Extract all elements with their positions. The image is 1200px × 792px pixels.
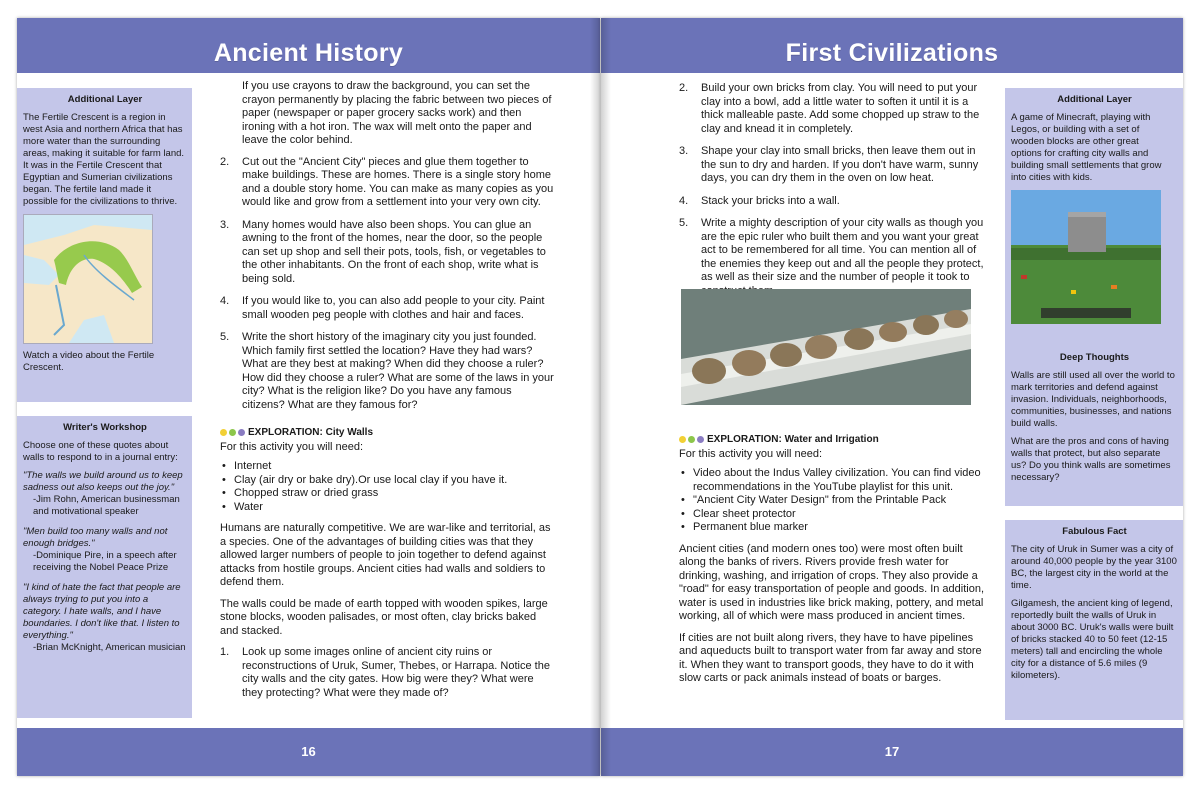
list-item: • Chopped straw or dried grass [220, 487, 554, 501]
sidebar-deep-thoughts [1005, 346, 1183, 506]
exploration-heading: EXPLORATION: City Walls [220, 426, 554, 440]
sidebar-heading: Additional Layer [67, 94, 143, 105]
sidebar-heading: Additional Layer [1057, 94, 1132, 105]
list-item: 5. Write a mighty description of your city walls as though you are the epic ruler who built them and you want your great act to be remembered for all time. You can mention all of the enemies they keep out and all the people they protect, as well as their size and the number of people it took to [679, 217, 984, 283]
fertile-crescent-map [23, 214, 153, 344]
list-item: 1. Look up some images online of ancient city ruins or reconstructions of Uruk, Sumer, Thebes, or Harrapa. Notice the city walls and the city gates. How big were they? What were they protecting? What were they made of? [220, 646, 550, 699]
exploration-dots-icon [220, 429, 227, 436]
book-spine-shadow [601, 18, 611, 776]
list-item: 3. Shape your clay into small bricks, then leave them out in the sun to dry and harden. If you don't have warm, sunny days, you can dry them in the oven on low heat. [679, 145, 979, 184]
sidebar-heading: Fabulous Fact [1062, 526, 1127, 537]
right-page-header [601, 18, 1183, 73]
exploration-dots-icon [679, 436, 686, 443]
left-page-title: Ancient History [213, 39, 404, 67]
need-text: For this activity you will need: [679, 447, 823, 460]
sidebar-text: The city of Uruk in Sumer was a city of around 40,000 people by the year 3100 BC, the largest city in the world at the time. [1011, 544, 1177, 591]
sidebar-text: The Fertile Crescent is a region in west Asia and northern Africa that has more water than the surrounding areas, making it suitable for farm land. It was in the Fertile Crescent that Egyptian and Sumerian civilizations began. The fertile land made it possible for the civilizations to thrive. [23, 112, 185, 207]
list-item: • Clay (air dry or bake dry).Or use local clay if you have it. [220, 474, 554, 488]
right-exploration-section [679, 429, 989, 694]
supplies-list [220, 460, 554, 514]
sidebar-heading: Writer's Workshop [63, 422, 147, 433]
list-item: • Internet [220, 460, 554, 474]
list-item: 4. If you would like to, you can also add people to your city. Paint small wooden peg people with clothes and hair and faces. [220, 295, 545, 321]
need-text: For this activity you will need: [220, 440, 364, 453]
left-main-content [220, 80, 554, 709]
quote: "I kind of hate the fact that people are always trying to put you into a category. I hate walls, and I have boundaries. I don't like that. I listen to everything." [23, 582, 181, 641]
list-item: 4. Stack your bricks into a wall. [679, 194, 840, 207]
list-item: • Permanent blue marker [679, 521, 989, 535]
left-page-footer [17, 728, 600, 776]
list-item: 2. Cut out the "Ancient City" pieces and glue them together to make buildings. These are homes. There is a single story home and a double story home. You can make as many copies as you would like and grow from a settlement into your very own city. [220, 155, 554, 208]
fertile-crescent-video-text: Watch a video about the Fertile Crescent. [23, 350, 155, 373]
right-page [601, 18, 1183, 776]
sidebar-fabulous-fact [1005, 520, 1183, 720]
clay-bricks-photo [681, 289, 971, 405]
right-main-content [679, 82, 989, 307]
quote-attribution: -Dominique Pire, in a speech after receiving the Nobel Peace Prize [33, 550, 177, 573]
supplies-list [679, 467, 989, 535]
paragraph: The walls could be made of earth topped with wooden spikes, large stone blocks, wooden palisades, or most often, clay bricks baked and stacked. [220, 597, 548, 637]
quote: "Men build too many walls and not enough bridges." [23, 526, 168, 549]
paragraph: Ancient cities (and modern ones too) were most often built along the banks of rivers. Rivers provide fresh water for drinking, washing, and irrigation of crops. They also provide a "road" for easy transportation of people and goods. In addition, water is used in industries like brick making, pottery, and metal working, all of which were mass produced in ancient times. [679, 542, 985, 622]
page-number: 16 [301, 744, 316, 759]
sidebar-text: Walls are still used all over the world to mark territories and defend against invasion. Individuals, neighborhoods, communities, businesses, and nations build walls. [1011, 370, 1175, 429]
paragraph: Humans are naturally competitive. We are war-like and territorial, as a species. One of the advantages of building cities was that they allowed larger numbers of people to join together to defend against attacks from hostile groups. Ancient cities had walls and soldiers to defend them. [220, 522, 551, 588]
exploration-heading: EXPLORATION: Water and Irrigation [679, 433, 989, 447]
list-item: • Video about the Indus Valley civilization. You can find video recommendations in the YouTube playlist for this unit. [679, 467, 989, 494]
paragraph: If cities are not built along rivers, they have to have pipelines and aqueducts built to transport water from far away and store it. When they want to transport goods, they have to do it with slow carts or pack animals instead of boats or barges. [679, 631, 982, 684]
right-page-footer [601, 728, 1183, 776]
page-number: 17 [884, 744, 900, 759]
list-item: 3. Many homes would have also been shops. You can glue an awning to the front of the homes, near the door, so the people can set up shop and sell their pots, tools, fish, or vegetables to the other inhabitants. On the front of each shop, write what is being sold. [220, 218, 546, 285]
steps-list [220, 156, 554, 413]
sidebar-text: A game of Minecraft, playing with Legos, or building with a set of wooden blocks are other great options for crafting city walls and building small settlements that grow into cities with kids. [1011, 112, 1162, 183]
book-spine-shadow [590, 18, 600, 776]
sidebar-additional-layer [1005, 88, 1183, 350]
list-item: 2. Build your own bricks from clay. You will need to put your clay into a bowl, add a little water to soften it until it is a thick malleable paste. Add some chopped up straw to the clay and knead it in completely. [679, 82, 980, 135]
left-page-header [17, 18, 600, 73]
steps-list [220, 646, 554, 700]
sidebar-writers-workshop [17, 416, 192, 718]
list-item: 5. Write the short history of the imaginary city you just founded. Which family first settled the location? Have they had wars? What are they best at making? When did they choose a ruler? How did they choose a ruler? What are some of the laws in your city? What is the religion like? Do you have any famous citizens? What are they famous for? [220, 331, 554, 411]
sidebar-text: Choose one of these quotes about walls to respond to in a journal entry: [23, 440, 178, 463]
quote-attribution: -Jim Rohn, American businessman and motivational speaker [33, 494, 180, 517]
right-page-title: First Civilizations [785, 39, 999, 67]
sidebar-text: What are the pros and cons of having walls that protect, but also separate us? Do you think walls are sometimes necessary? [1011, 436, 1171, 483]
list-item: • Water [220, 501, 554, 515]
sidebar-heading: Deep Thoughts [1059, 352, 1130, 363]
sidebar-additional-layer [17, 88, 192, 402]
quote: "The walls we build around us to keep sadness out also keeps out the joy." [23, 470, 183, 493]
steps-list [679, 82, 989, 298]
list-item: • Clear sheet protector [679, 508, 989, 522]
left-page [17, 18, 600, 776]
minecraft-wall-photo [1011, 190, 1161, 324]
quote-attribution: -Brian McKnight, American musician [33, 642, 186, 653]
sidebar-text: Gilgamesh, the ancient king of legend, reportedly built the walls of Uruk in about 3000 BC. Uruk's walls were built of bricks stacked 40 to 50 feet (12-15 meters) tall and encircling the whole city for a distance of 5.6 miles (9 kilometers). [1011, 598, 1174, 681]
list-item: • "Ancient City Water Design" from the Printable Pack [679, 494, 989, 508]
intro-paragraph: If you use crayons to draw the background, you can set the crayon permanently by placing the fabric between two pieces of paper (newspaper or paper grocery sacks work) and then ironing with a hot iron. The wax will melt onto the paper and leave the color behind. [242, 80, 552, 146]
